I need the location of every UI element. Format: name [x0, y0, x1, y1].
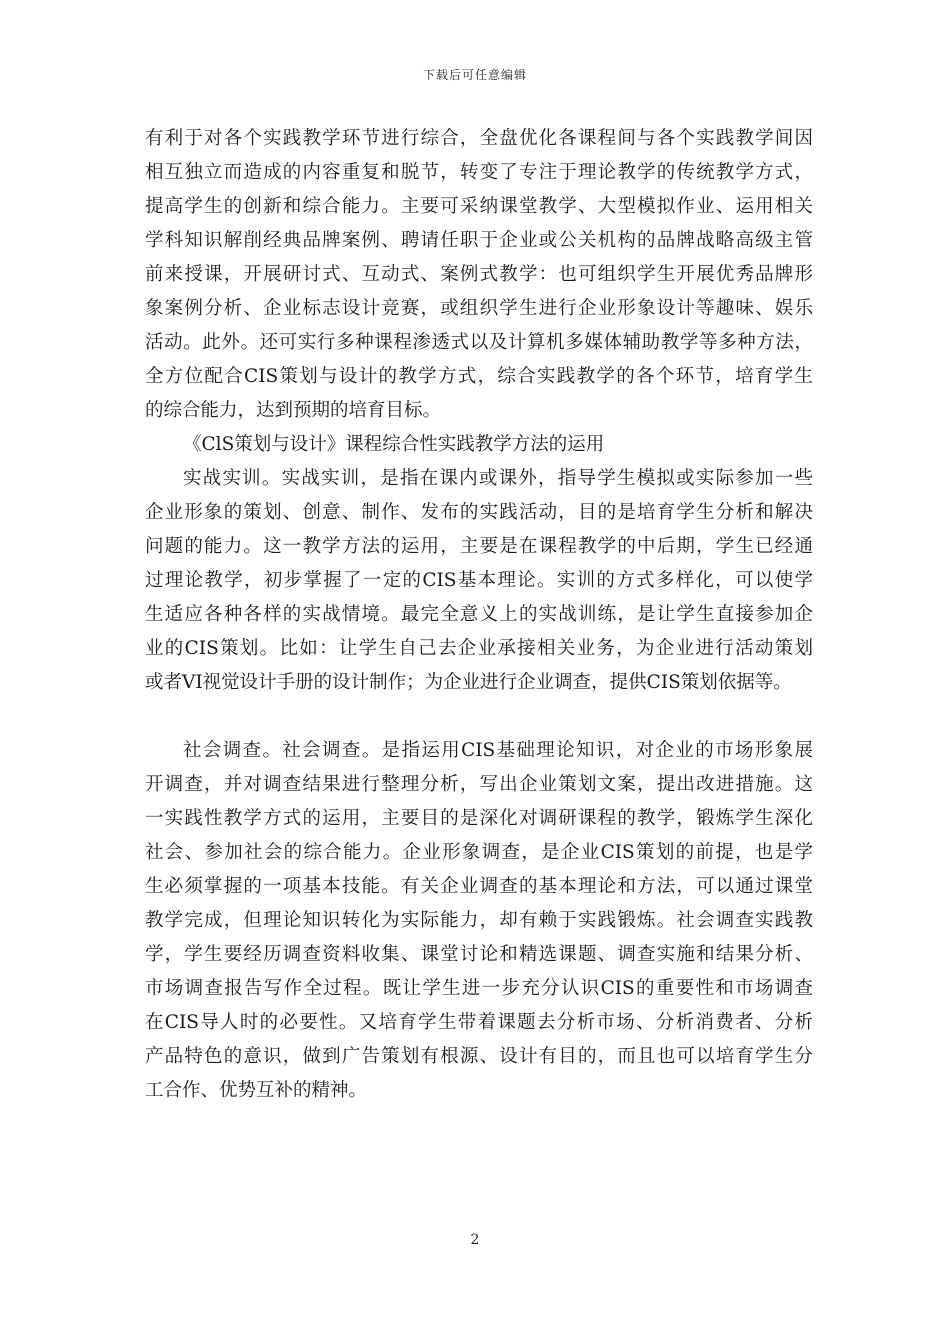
- text-line: 全方位配合CIS策划与设计的教学方式，综合实践教学的各个环节，培育学生: [145, 366, 813, 387]
- text-line: 象案例分析、企业标志设计竞赛，或组织学生进行企业形象设计等趣味、娱乐: [145, 298, 813, 319]
- section-heading: 《ClS策划与设计》课程综合性实践教学方法的运用: [183, 434, 605, 455]
- text-line: 活动。此外。还可实行多种课程渗透式以及计算机多媒体辅助教学等多种方法，: [145, 332, 813, 353]
- text-line: 生适应各种各样的实战情境。最完全意义上的实战训练，是让学生直接参加企: [145, 604, 813, 625]
- text-line: 社会调查。社会调查。是指运用CIS基础理论知识，对企业的市场形象展: [183, 740, 813, 761]
- text-line: 的综合能力，达到预期的培育目标。: [145, 400, 442, 421]
- text-line: 有利于对各个实践教学环节进行综合，全盘优化各课程间与各个实践教学间因: [145, 128, 813, 149]
- text-line: 工合作、优势互补的精神。: [145, 1080, 368, 1101]
- blank-line: [145, 700, 813, 734]
- paragraph-intro: [145, 122, 813, 428]
- text-line: 一实践性教学方式的运用，主要目的是深化对调研课程的教学，锻炼学生深化: [145, 808, 813, 829]
- page-number: 2: [470, 1232, 480, 1248]
- text-line: 开调查，并对调查结果进行整理分析，写出企业策划文案，提出改进措施。这: [145, 774, 813, 795]
- text-line: 在CIS导人时的必要性。又培育学生带着课题去分析市场、分析消费者、分析: [145, 1012, 813, 1033]
- text-line: 企业形象的策划、创意、制作、发布的实践活动，目的是培育学生分析和解决: [145, 502, 813, 523]
- text-line: 产品特色的意识，做到广告策划有根源、设计有目的，而且也可以培育学生分: [145, 1046, 813, 1067]
- document-body: [145, 122, 813, 1108]
- paragraph-social-survey: [145, 734, 813, 1108]
- text-line: 问题的能力。这一教学方法的运用，主要是在课程教学的中后期，学生已经通: [145, 536, 813, 557]
- text-line: 或者VI视觉设计手册的设计制作；为企业进行企业调查，提供CIS策划依据等。: [145, 672, 792, 693]
- text-line: 学科知识解削经典品牌案例、聘请任职于企业或公关机构的品牌战略高级主管: [145, 230, 813, 251]
- text-line: 教学完成，但理论知识转化为实际能力，却有赖于实践锻炼。社会调查实践教: [145, 910, 813, 931]
- text-line: 业的CIS策划。比如：让学生自己去企业承接相关业务，为企业进行活动策划: [145, 638, 813, 659]
- page-header: 下载后可任意编辑: [422, 68, 527, 82]
- text-line: 生必须掌握的一项基本技能。有关企业调查的基本理论和方法，可以通过课堂: [145, 876, 813, 897]
- text-line: 提高学生的创新和综合能力。主要可采纳课堂教学、大型模拟作业、运用相关: [145, 196, 813, 217]
- text-line: 前来授课，开展研讨式、互动式、案例式教学：也可组织学生开展优秀品牌形: [145, 264, 813, 285]
- text-line: 过理论教学，初步掌握了一定的CIS基本理论。实训的方式多样化，可以使学: [145, 570, 813, 591]
- paragraph-practical-training: [145, 462, 813, 700]
- text-line: 市场调查报告写作全过程。既让学生进一步充分认识CIS的重要性和市场调查: [145, 978, 813, 999]
- text-line: 相互独立而造成的内容重复和脱节，转变了专注于理论教学的传统教学方式，: [145, 162, 813, 183]
- text-line: 学，学生要经历调查资料收集、课堂讨论和精选课题、调查实施和结果分析、: [145, 944, 813, 965]
- text-line: 社会、参加社会的综合能力。企业形象调查，是企业CIS策划的前提，也是学: [145, 842, 813, 863]
- text-line: 实战实训。实战实训，是指在课内或课外，指导学生模拟或实际参加一些: [183, 468, 813, 489]
